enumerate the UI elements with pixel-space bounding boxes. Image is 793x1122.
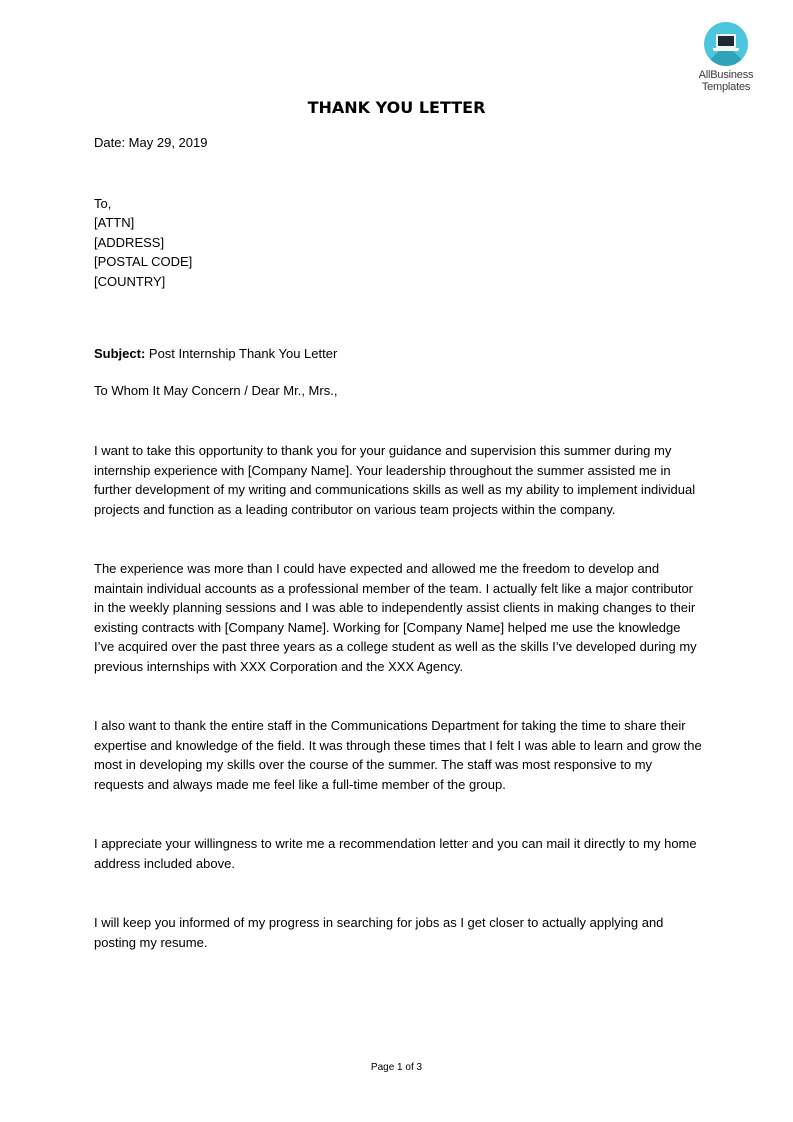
address-street: [ADDRESS]: [94, 234, 165, 250]
laptop-icon: [704, 22, 748, 66]
address-country: [COUNTRY]: [94, 273, 166, 289]
body-paragraph: I appreciate your willingness to write me a recommendation letter and you can mail it directly to my home address included above.: [94, 836, 697, 871]
body-paragraph: I want to take this opportunity to thank you for your guidance and supervision this summer during my internship experience with [Company Name]. Your leadership throughout the summer assisted me in further development of my writing and communications skills as well as my ability to implement individual projects and function as a leading contributor on various team projects within the company.: [94, 443, 696, 517]
document-title: THANK YOU LETTER: [307, 98, 486, 117]
logo-text: AllBusiness Templates: [698, 69, 754, 93]
letter-date: Date: May 29, 2019: [94, 135, 208, 150]
page-number: Page 1 of 3: [370, 1062, 423, 1073]
body-paragraph: I also want to thank the entire staff in the Communications Department for taking the time to share their expertise and knowledge of the field. It was through these times that I felt I was able to learn and grow the most in developing my skills over the course of the summer. The staff was most responsive to my requests and always made me feel like a full-time member of the group.: [94, 718, 702, 792]
salutation: To Whom It May Concern / Dear Mr., Mrs.,: [94, 382, 338, 398]
recipient-address: [94, 194, 704, 292]
body-paragraph: I will keep you informed of my progress in searching for jobs as I get closer to actually applying and posting my resume.: [94, 915, 664, 950]
body-paragraph: The experience was more than I could have expected and allowed me the freedom to develop and maintain individual accounts as a professional member of the team. I actually felt like a major contributor in the weekly planning sessions and I was able to independently assist clients in making changes to their existing contracts with [Company Name]. Working for [Company Name] helped me use the knowledge I’ve acquired over the past three years as a college student as well as the skills I’ve developed during my previous internships with XXX Corporation and the XXX Agency.: [94, 561, 697, 674]
subject-text: Post Internship Thank You Letter: [145, 346, 338, 361]
address-attn: [ATTN]: [94, 215, 135, 230]
address-postal-code: [POSTAL CODE]: [94, 254, 193, 269]
letter-body: [94, 133, 704, 992]
allbusiness-templates-logo: [690, 22, 762, 93]
subject-label: Subject:: [94, 346, 146, 361]
address-to: To,: [94, 195, 112, 211]
subject-line: [94, 344, 704, 364]
